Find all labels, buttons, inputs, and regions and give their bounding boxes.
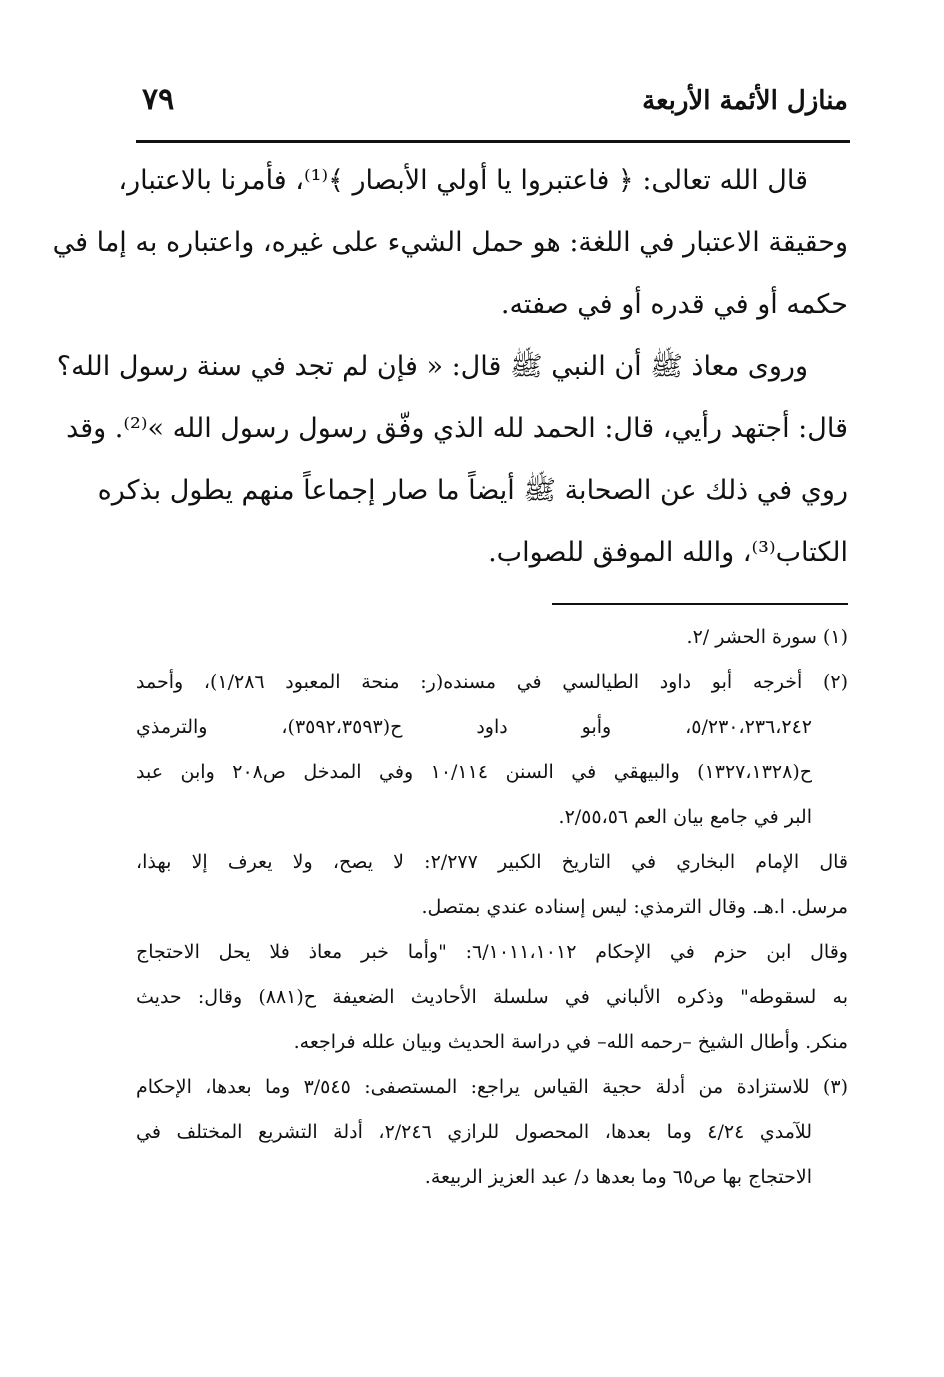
footnote-line: للآمدي ٤/٢٤ وما بعدها، المحصول للرازي ٢/٢٤٦، أدلة التشريع المختلف في <box>136 1121 813 1143</box>
footnotes <box>136 615 848 1200</box>
page-number: ٧٩ <box>142 82 175 117</box>
body-line: قال الله تعالى: ﴿ فاعتبروا يا أولي الأبصار ﴾⁽¹⁾، فأمرنا بالاعتبار، <box>118 165 808 196</box>
body-line: حكمه أو في قدره أو في صفته. <box>500 289 848 320</box>
footnote-line: (٢) أخرجه أبو داود الطيالسي في مسنده(ر: منحة المعبود ١/٢٨٦)، وأحمد <box>136 671 848 693</box>
footnote-line: (١) سورة الحشر /٢. <box>686 626 848 648</box>
header-divider <box>136 140 850 143</box>
body-line: وحقيقة الاعتبار في اللغة: هو حمل الشيء على غيره، واعتباره به إما في <box>52 227 848 258</box>
body-line: قال: أجتهد رأيي، قال: الحمد لله الذي وفّق رسول رسول الله »⁽²⁾. وقد <box>66 413 848 444</box>
footnote-line: مرسل. ا.هـ. وقال الترمذي: ليس إسناده عندي بمتصل. <box>421 896 848 918</box>
footnote-line: ٥/٢٣٠،٢٣٦،٢٤٢، وأبو داود ح(٣٥٩٢،٣٥٩٣)، والترمذي <box>136 716 812 738</box>
body-line: الكتاب⁽³⁾، والله الموفق للصواب. <box>488 537 848 568</box>
footnote-line: ح(١٣٢٧،١٣٢٨) والبيهقي في السنن ١٠/١١٤ وفي المدخل ص٢٠٨ وابن عبد <box>136 761 813 783</box>
footnote-line: وقال ابن حزم في الإحكام ٦/١٠١١،١٠١٢: "وأما خبر معاذ فلا يحل الاحتجاج <box>136 941 848 963</box>
footnote-line: الاحتجاج بها ص٦٥ وما بعدها د/ عبد العزيز الربيعة. <box>424 1166 812 1188</box>
footnote-line: قال الإمام البخاري في التاريخ الكبير ٢/٢٧٧: لا يصح، ولا يعرف إلا بهذا، <box>136 851 848 873</box>
footnote-line: البر في جامع بيان العم ٢/٥٥،٥٦. <box>558 806 812 828</box>
footnote-divider <box>552 603 848 605</box>
body-line: وروى معاذ ﷺ أن النبي ﷺ قال: « فإن لم تجد في سنة رسول الله؟ <box>56 351 808 382</box>
main-text <box>52 150 848 584</box>
footnote-line: منكر. وأطال الشيخ –رحمه الله– في دراسة الحديث وبيان علله فراجعه. <box>293 1031 848 1053</box>
footnote-line: به لسقوطه" وذكره الألباني في سلسلة الأحاديث الضعيفة ح(٨٨١) وقال: حديث <box>136 986 848 1008</box>
body-line: روي في ذلك عن الصحابة ﷺ أيضاً ما صار إجماعاً منهم يطول بذكره <box>97 475 848 506</box>
footnote-line: (٣) للاستزادة من أدلة حجية القياس يراجع: المستصفى: ٣/٥٤٥ وما بعدها، الإحكام <box>136 1076 848 1098</box>
running-header-title: منازل الأئمة الأربعة <box>642 86 848 116</box>
